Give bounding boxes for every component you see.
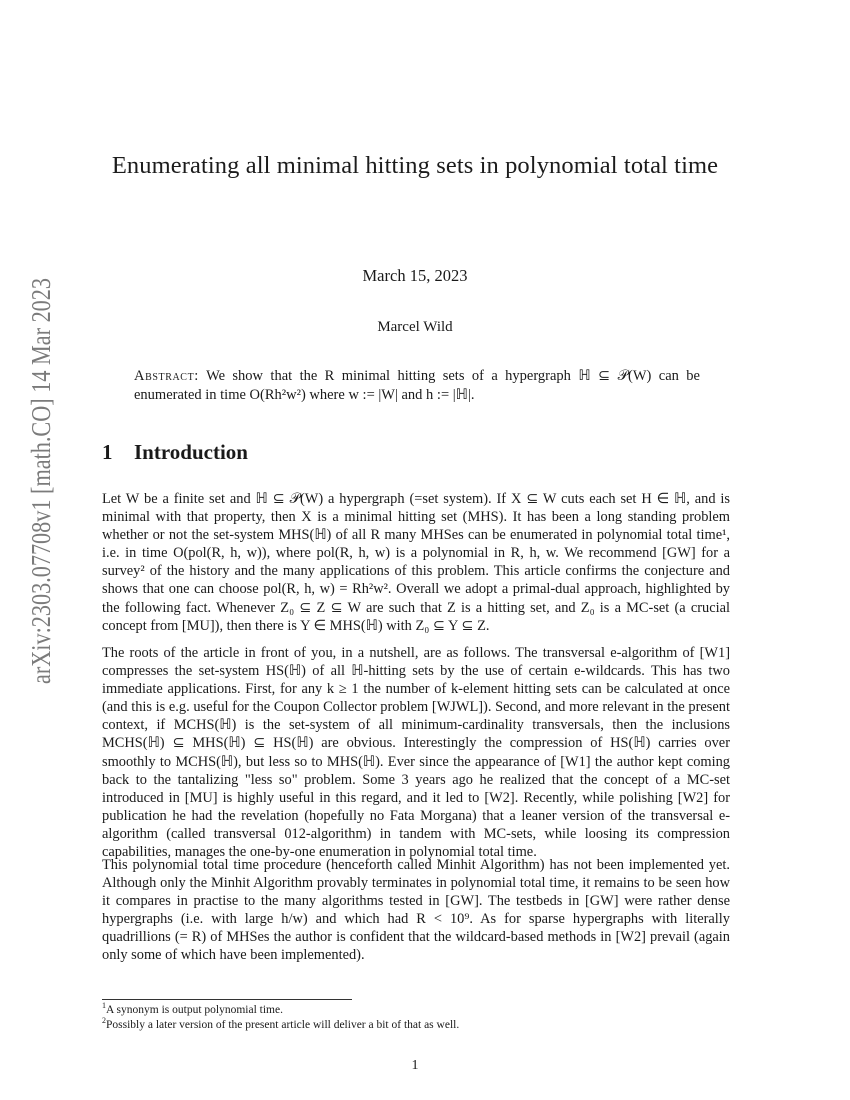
- abstract: [134, 367, 700, 404]
- footnote-2: [102, 1015, 732, 1033]
- page-number: 1: [411, 1058, 419, 1073]
- arxiv-identifier: [20, 270, 60, 690]
- paper-author: Marcel Wild: [377, 319, 453, 335]
- section-heading: [102, 440, 248, 465]
- footnote-divider: [102, 999, 352, 1000]
- footnotes: [102, 1003, 732, 1032]
- footnote-2-text: Possibly a later version of the present article will deliver a bit of that as well.: [106, 1018, 460, 1031]
- abstract-label: Abstract:: [134, 368, 199, 384]
- footnote-1-text: A synonym is output polynomial time.: [106, 1004, 283, 1016]
- footnote-2-mark: 2: [102, 1015, 106, 1025]
- paper-title: Enumerating all minimal hitting sets in polynomial total time: [111, 152, 719, 179]
- paragraph-2: The roots of the article in front of you, in a nutshell, are as follows. The transversal e-algorithm of [W1] compresses the set-system HS(ℍ) of all ℍ-hitting sets by the use of certain e-wildcards. This has two immediate applications. First, for any k ≥ 1 the number of k-element hitting sets can be calculated at once (and this is e.g. useful for the Coupon Collector problem [WJWL]). Second, and more relevant in the present context, if MCHS(ℍ) is the set-system of all minimum-cardinality transversals, then the inclusions MCHS(ℍ) ⊆ MHS(ℍ) ⊆ HS(ℍ) are obvious. Interestingly the compression of HS(ℍ) carries over smoothly to MCHS(ℍ), but less so to MHS(ℍ). Ever since the appearance of [W1] the author kept coming back to the tantalizing "less so" problem. Some 3 years ago he realized that the concept of a MC-set introduced in [MU] is highly useful in this regard, and it led to [W2]. Recently, while polishing [W2] for publication he had the revelation (hopefully no Fata Morgana) that a leaner version of the transversal e-algorithm (called transversal 012-algorithm) in tandem with MC-sets, while loosing its compression capabilities, manages the one-by-one enumeration in polynomial total time.: [102, 645, 730, 861]
- paragraph-3: This polynomial total time procedure (henceforth called Minhit Algorithm) has not been implemented yet. Although only the Minhit Algorithm provably terminates in polynomial total time, it remains to be seen how it compares in practise to the many algorithms tested in [GW]. The testbeds in [GW] were rather dense hypergraphs (i.e. with large h/w) and which had R < 10⁹. As for sparse hypergraphs with literally quadrillions (= R) of MHSes the author is confident that the wildcard-based methods in [W2] prevail (again only some of which have been implemented).: [102, 857, 730, 964]
- arxiv-identifier-text: arXiv:2303.07708v1 [math.CO] 14 Mar 2023: [26, 270, 56, 684]
- paper-date: March 15, 2023: [362, 266, 468, 285]
- footnote-1: [102, 1003, 732, 1018]
- paragraph-1: Let W be a finite set and ℍ ⊆ 𝒫(W) a hypergraph (=set system). If X ⊆ W cuts each set H ∈ ℍ, and is minimal with that property, then X is a minimal hitting set (MHS). It has been a long standing problem whether or not the set-system MHS(ℍ) of all R many MHSes can be enumerated in polynomial total time¹, i.e. in time O(pol(R, h, w)), where pol(R, h, w) is a polynomial in R, h, w. We recommend [GW] for a survey² of the history and the many applications of this problem. This article confirms the conjecture and shows that one can choose pol(R, h, w) = Rh²w². Overall we adopt a primal-dual approach, highlighted by the following fact. Whenever Z₀ ⊆ Z ⊆ W are such that Z is a hitting set, and Z₀ is a MC-set (a crucial concept from [MU]), then there is Y ∈ MHS(ℍ) with Z₀ ⊆ Y ⊆ Z.: [102, 491, 730, 634]
- abstract-text: We show that the R minimal hitting sets of a hypergraph ℍ ⊆ 𝒫(W) can be enumerated in time O(Rh²w²) where w := |W| and h := |ℍ|.: [134, 368, 700, 403]
- footnote-1-mark: 1: [102, 1001, 106, 1011]
- section-number: 1: [102, 440, 113, 464]
- section-title: Introduction: [134, 440, 248, 464]
